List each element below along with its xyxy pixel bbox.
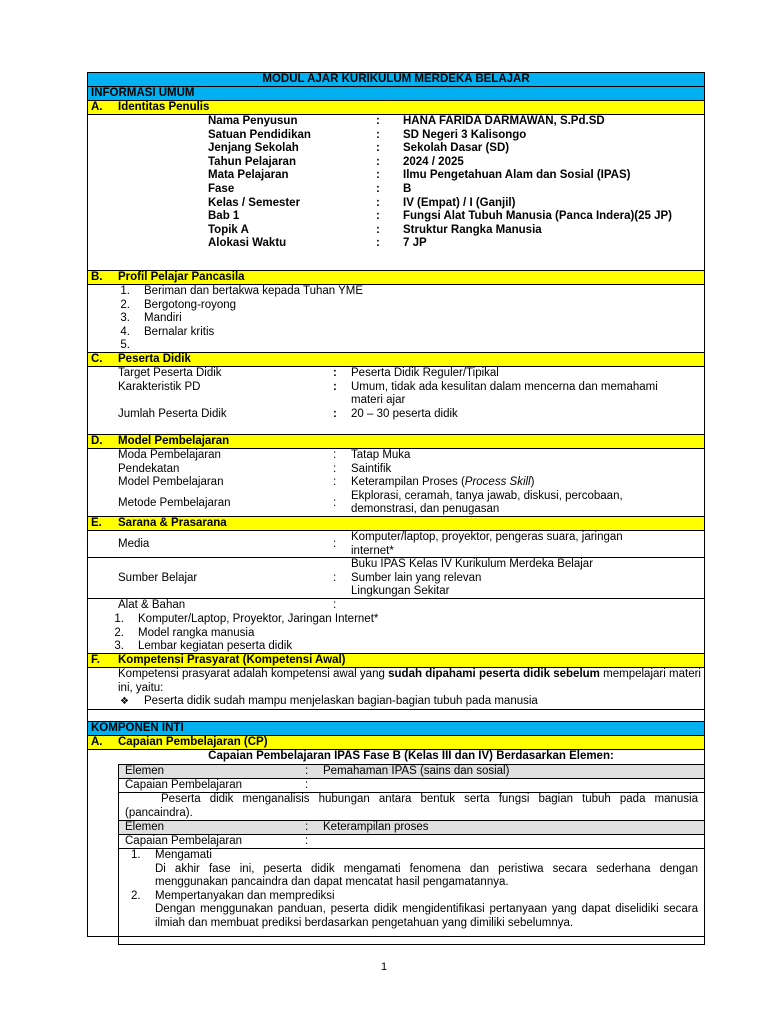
kompetensi-text-cont: mempelajari materi ini, yaitu:	[118, 668, 701, 694]
media-value-cont: internet*	[351, 544, 394, 557]
section-title: Sarana & Prasarana	[118, 516, 227, 529]
alat-item	[88, 640, 704, 654]
section-informasi-umum: INFORMASI UMUM	[88, 87, 704, 101]
identitas-row	[88, 169, 704, 183]
alat-text: Model rangka manusia	[138, 626, 255, 639]
profil-text: Bernalar kritis	[144, 325, 215, 338]
identitas-value: IV (Empat) / I (Ganjil)	[403, 196, 516, 209]
capaian-item-number: 2.	[131, 889, 141, 902]
profil-block	[88, 285, 704, 353]
capaian-item-number: 1.	[131, 849, 141, 861]
cp-capaian-1-text-row	[119, 793, 704, 821]
identitas-value: HANA FARIDA DARMAWAN, S.Pd.SD	[403, 115, 605, 127]
jumlah-row	[88, 408, 704, 422]
identitas-row	[88, 129, 704, 143]
identitas-row	[88, 210, 704, 224]
capaian-item-text: Dengan menggunakan panduan, peserta didik mengidentifikasi pertanyaan yang dapat diselidiki secara ilmiah dan membuat prediksi berdasarkan pengetahuan yang dimiliki sebelumnya.	[155, 903, 698, 929]
moda-label: Moda Pembelajaran	[118, 449, 221, 461]
media-sep: :	[333, 538, 337, 550]
section-letter: C.	[91, 352, 103, 365]
identitas-value: Fungsi Alat Tubuh Manusia (Panca Indera)(25 JP)	[403, 210, 673, 223]
karakter-label: Karakteristik PD	[118, 380, 201, 393]
sumber-label: Sumber Belajar	[118, 572, 198, 584]
kompetensi-bullet-text: Peserta didik sudah mampu menjelaskan bagian-bagian tubuh pada manusia	[144, 695, 538, 708]
elemen-2-value: Keterampilan proses	[323, 821, 429, 833]
identitas-value: Struktur Rangka Manusia	[403, 223, 542, 236]
identitas-label: Bab 1	[208, 210, 240, 223]
target-value: Peserta Didik Reguler/Tipikal	[351, 367, 499, 379]
section-letter: A.	[91, 735, 103, 748]
capaian-sep: :	[305, 779, 309, 791]
media-row	[88, 531, 704, 558]
identitas-list	[88, 115, 704, 265]
sumber-row	[88, 558, 704, 599]
pendekatan-label: Pendekatan	[118, 462, 180, 475]
moda-value: Tatap Muka	[351, 449, 411, 461]
pendekatan-value: Saintifik	[351, 462, 392, 475]
identitas-label: Topik A	[208, 223, 249, 236]
identitas-sep: :	[376, 237, 380, 250]
identitas-sep: :	[376, 128, 380, 141]
profil-item	[88, 326, 704, 340]
alat-number: 2.	[114, 626, 124, 639]
metode-sep: :	[333, 496, 337, 509]
section-title: Identitas Penulis	[118, 100, 210, 113]
jumlah-label: Jumlah Peserta Didik	[118, 407, 227, 420]
profil-number: 4.	[120, 325, 130, 338]
identitas-row	[88, 224, 704, 238]
identitas-row	[88, 183, 704, 197]
identitas-row	[88, 197, 704, 211]
capaian-item	[119, 849, 698, 890]
capaian-2-list	[119, 849, 704, 931]
cp-heading: Capaian Pembelajaran IPAS Fase B (Kelas III dan IV) Berdasarkan Elemen:	[208, 750, 614, 762]
section-title: Peserta Didik	[118, 352, 191, 365]
media-value: Komputer/laptop, proyektor, pengeras suara, jaringan	[351, 531, 623, 543]
identitas-label: Fase	[208, 182, 235, 195]
identitas-sep: :	[376, 210, 380, 223]
model-label: Model Pembelajaran	[118, 476, 224, 489]
identitas-label: Mata Pelajaran	[208, 169, 289, 182]
identitas-sep: :	[376, 196, 380, 209]
elemen-sep: :	[305, 765, 309, 777]
identitas-value: SD Negeri 3 Kalisongo	[403, 128, 527, 141]
model-value-text: Keterampilan Proses (	[351, 476, 465, 489]
kompetensi-text: Kompetensi prasyarat adalah kompetensi awal yang	[118, 668, 389, 680]
section-ka-header	[88, 736, 704, 750]
profil-text: Mandiri	[144, 312, 182, 325]
kompetensi-bold: sudah dipahami peserta didik sebelum	[388, 668, 600, 680]
elemen-sep: :	[305, 821, 309, 833]
cp-block	[88, 750, 704, 936]
cp-elemen-2-row	[119, 821, 704, 835]
identitas-label: Satuan Pendidikan	[208, 128, 311, 141]
identitas-row	[88, 115, 704, 129]
model-value	[351, 476, 534, 490]
identitas-sep: :	[376, 142, 380, 155]
cp-capaian-1-row	[119, 779, 704, 793]
alat-label: Alat & Bahan	[118, 599, 186, 611]
profil-item	[88, 312, 704, 326]
identitas-label: Jenjang Sekolah	[208, 142, 299, 155]
identitas-sep: :	[376, 223, 380, 236]
alat-number: 1.	[114, 613, 124, 625]
elemen-label: Elemen	[125, 765, 164, 777]
spacer-row	[88, 710, 704, 722]
target-sep: :	[333, 367, 337, 379]
document-title: MODUL AJAR KURIKULUM MERDEKA BELAJAR	[88, 73, 704, 87]
identitas-value: Sekolah Dasar (SD)	[403, 142, 510, 155]
identitas-spacer	[88, 251, 704, 265]
moda-sep: :	[333, 449, 337, 461]
karakter-row	[88, 381, 704, 395]
section-letter: B.	[91, 270, 103, 283]
alat-text: Komputer/Laptop, Proyektor, Jaringan Internet*	[138, 613, 379, 625]
model-value-end: )	[530, 476, 535, 489]
identitas-sep: :	[376, 169, 380, 182]
identitas-value: 2024 / 2025	[403, 155, 464, 168]
capaian-label: Capaian Pembelajaran	[125, 779, 242, 791]
section-f-header	[88, 654, 704, 668]
model-block	[88, 449, 704, 517]
pendekatan-sep: :	[333, 462, 337, 475]
identitas-value: B	[403, 182, 412, 195]
identitas-sep: :	[376, 155, 380, 168]
capaian-sep: :	[305, 835, 309, 847]
identitas-block	[88, 115, 704, 271]
capaian-1-text: Peserta didik menganalisis hubungan antara bentuk serta fungsi bagian tubuh pada manusia (pancaindra).	[125, 793, 698, 819]
section-title: Profil Pelajar Pancasila	[118, 270, 245, 283]
karakter-row-cont	[88, 394, 704, 408]
metode-label: Metode Pembelajaran	[118, 496, 231, 509]
identitas-label: Kelas / Semester	[208, 196, 301, 209]
cp-table	[118, 764, 705, 945]
section-b-header	[88, 271, 704, 285]
alat-block	[88, 613, 704, 654]
profil-number: 5.	[120, 339, 130, 352]
section-c-header	[88, 353, 704, 367]
cp-elemen-1-row	[119, 765, 704, 779]
sumber-value-2: Sumber lain yang relevan	[351, 571, 482, 584]
identitas-row	[88, 142, 704, 156]
section-title: Capaian Pembelajaran (CP)	[118, 735, 268, 748]
section-d-header	[88, 435, 704, 449]
identitas-row	[88, 156, 704, 170]
elemen-label: Elemen	[125, 821, 164, 833]
karakter-sep: :	[333, 380, 337, 393]
alat-item	[88, 613, 704, 627]
alat-row	[88, 599, 704, 613]
karakter-value-cont: materi ajar	[351, 394, 406, 407]
cp-capaian-2-row	[119, 835, 704, 849]
kompetensi-block	[88, 668, 704, 710]
capaian-item-title: Mengamati	[155, 849, 212, 861]
profil-list	[88, 285, 704, 353]
profil-text: Beriman dan bertakwa kepada Tuhan YME	[144, 285, 364, 297]
identitas-sep: :	[376, 115, 380, 127]
kompetensi-paragraph	[88, 668, 704, 695]
section-a-header	[88, 101, 704, 115]
section-e-header	[88, 517, 704, 531]
peserta-block	[88, 367, 704, 435]
identitas-label: Alokasi Waktu	[208, 237, 287, 250]
profil-item	[88, 299, 704, 313]
karakter-value: Umum, tidak ada kesulitan dalam mencerna dan memahami	[351, 380, 658, 393]
capaian-item-text: Di akhir fase ini, peserta didik mengamati fenomena dan peristiwa secara sederhana dengan menggunakan pancaindra dan dapat mencatat hasil pengamatannya.	[155, 862, 698, 889]
elemen-1-value: Pemahaman IPAS (sains dan sosial)	[323, 765, 510, 777]
metode-row	[88, 490, 704, 517]
alat-list	[88, 613, 704, 654]
identitas-label: Nama Penyusun	[208, 115, 298, 127]
section-letter: A.	[91, 100, 103, 113]
diamond-bullet-icon: ❖	[120, 696, 129, 708]
jumlah-value: 20 – 30 peserta didik	[351, 407, 458, 420]
sumber-value-3: Lingkungan Sekitar	[351, 585, 450, 598]
alat-text: Lembar kegiatan peserta didik	[138, 640, 293, 653]
identitas-value: Ilmu Pengetahuan Alam dan Sosial (IPAS)	[403, 169, 631, 182]
profil-number: 1.	[120, 285, 130, 297]
profil-text: Bergotong-royong	[144, 298, 237, 311]
target-label: Target Peserta Didik	[118, 367, 222, 379]
section-title: Kompetensi Prasyarat (Kompetensi Awal)	[118, 653, 346, 666]
page-number: 1	[380, 961, 388, 973]
model-value-italic: Process Skill	[464, 476, 531, 489]
identitas-value: 7 JP	[403, 237, 427, 250]
profil-item	[88, 285, 704, 299]
metode-value: Ekplorasi, ceramah, tanya jawab, diskusi, percobaan,	[351, 489, 623, 502]
target-row	[88, 367, 704, 381]
alat-item	[88, 627, 704, 641]
model-row	[88, 476, 704, 490]
identitas-label: Tahun Pelajaran	[208, 155, 296, 168]
media-label: Media	[118, 538, 150, 550]
model-sep: :	[333, 476, 337, 489]
profil-number: 2.	[120, 298, 130, 311]
pendekatan-row	[88, 463, 704, 477]
document-page	[87, 72, 705, 937]
section-letter: F.	[91, 653, 100, 666]
profil-item	[88, 339, 704, 353]
profil-number: 3.	[120, 312, 130, 325]
kompetensi-bullet	[88, 695, 704, 709]
identitas-row	[88, 237, 704, 251]
alat-sep: :	[333, 599, 337, 611]
metode-value-cont: demonstrasi, dan penugasan	[351, 503, 500, 516]
alat-number: 3.	[114, 640, 124, 653]
section-title: Model Pembelajaran	[118, 434, 230, 447]
identitas-sep: :	[376, 182, 380, 195]
capaian-label: Capaian Pembelajaran	[125, 835, 242, 847]
jumlah-sep: :	[333, 407, 337, 420]
cp-capaian-2-items	[119, 849, 704, 945]
sumber-sep: :	[333, 572, 337, 584]
sumber-value-1: Buku IPAS Kelas IV Kurikulum Merdeka Belajar	[351, 558, 594, 570]
section-letter: D.	[91, 434, 103, 447]
capaian-item	[119, 890, 698, 931]
section-letter: E.	[91, 516, 102, 529]
capaian-item-title: Mempertanyakan dan memprediksi	[155, 889, 335, 902]
moda-row	[88, 449, 704, 463]
section-komponen-inti: KOMPONEN INTI	[88, 722, 704, 736]
